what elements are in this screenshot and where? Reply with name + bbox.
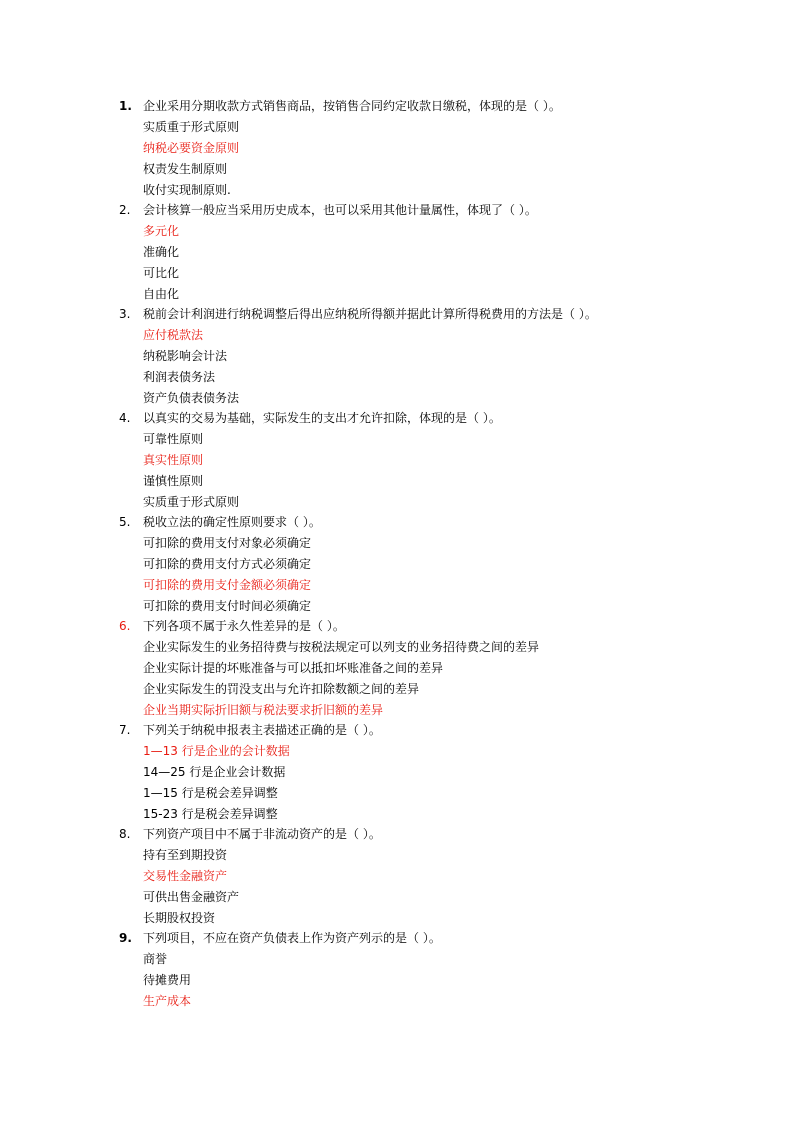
correct-option: 1—13 行是企业的会计数据 <box>143 744 290 758</box>
question-number: 6. <box>119 619 131 633</box>
question-4 <box>119 408 739 513</box>
option: 15-23 行是税会差异调整 <box>143 807 278 821</box>
option: 1—15 行是税会差异调整 <box>143 786 278 800</box>
question-stem: 下列关于纳税申报表主表描述正确的是（ ）。 <box>143 723 381 737</box>
option: 纳税影响会计法 <box>143 349 228 363</box>
option: 企业实际发生的业务招待费与按税法规定可以列支的业务招待费之间的差异 <box>143 640 540 654</box>
question-6 <box>119 616 739 721</box>
option: 可扣除的费用支付方式必须确定 <box>143 557 312 571</box>
question-number: 9. <box>119 931 132 945</box>
option: 利润表债务法 <box>143 370 216 384</box>
question-1 <box>119 96 739 201</box>
question-stem: 税前会计利润进行纳税调整后得出应纳税所得额并据此计算所得税费用的方法是（ ）。 <box>143 307 597 321</box>
option: 待摊费用 <box>143 973 192 987</box>
question-stem: 以真实的交易为基础，实际发生的支出才允许扣除，体现的是（ ）。 <box>143 411 501 425</box>
option: 资产负债表债务法 <box>143 391 240 405</box>
question-number: 2. <box>119 203 131 217</box>
option: 实质重于形式原则 <box>143 495 240 509</box>
option: 准确化 <box>143 245 180 259</box>
correct-option: 多元化 <box>143 224 180 238</box>
question-8 <box>119 824 739 929</box>
question-stem: 税收立法的确定性原则要求（ ）。 <box>143 515 321 529</box>
question-number: 7. <box>119 723 131 737</box>
question-2 <box>119 200 739 305</box>
correct-option: 真实性原则 <box>143 453 204 467</box>
option: 谨慎性原则 <box>143 474 204 488</box>
option: 可比化 <box>143 266 180 280</box>
question-stem: 会计核算一般应当采用历史成本，也可以采用其他计量属性，体现了（ ）。 <box>143 203 537 217</box>
question-number: 3. <box>119 307 131 321</box>
correct-option: 应付税款法 <box>143 328 204 342</box>
correct-option: 企业当期实际折旧额与税法要求折旧额的差异 <box>143 703 384 717</box>
question-5 <box>119 512 739 617</box>
correct-option: 生产成本 <box>143 994 192 1008</box>
option: 实质重于形式原则 <box>143 120 240 134</box>
option: 可供出售金融资产 <box>143 890 240 904</box>
question-9 <box>119 928 739 1012</box>
correct-option: 纳税必要资金原则 <box>143 141 240 155</box>
question-7 <box>119 720 739 825</box>
option: 商誉 <box>143 952 168 966</box>
option: 权责发生制原则 <box>143 162 228 176</box>
question-number: 8. <box>119 827 131 841</box>
option: 可扣除的费用支付时间必须确定 <box>143 599 312 613</box>
question-stem: 下列项目，不应在资产负债表上作为资产列示的是（ ）。 <box>143 931 441 945</box>
correct-option: 可扣除的费用支付金额必须确定 <box>143 578 312 592</box>
question-3 <box>119 304 739 409</box>
option: 长期股权投资 <box>143 911 216 925</box>
option: 可扣除的费用支付对象必须确定 <box>143 536 312 550</box>
correct-option: 交易性金融资产 <box>143 869 228 883</box>
option: 企业实际计提的坏账准备与可以抵扣坏账准备之间的差异 <box>143 661 444 675</box>
option: 自由化 <box>143 287 180 301</box>
option: 持有至到期投资 <box>143 848 228 862</box>
question-number: 5. <box>119 515 131 529</box>
question-number: 1. <box>119 99 132 113</box>
option: 企业实际发生的罚没支出与允许扣除数额之间的差异 <box>143 682 420 696</box>
option: 收付实现制原则. <box>143 183 231 197</box>
question-stem: 下列资产项目中不属于非流动资产的是（ ）。 <box>143 827 381 841</box>
option: 可靠性原则 <box>143 432 204 446</box>
option: 14—25 行是企业会计数据 <box>143 765 286 779</box>
question-stem: 下列各项不属于永久性差异的是（ ）。 <box>143 619 345 633</box>
question-number: 4. <box>119 411 131 425</box>
question-stem: 企业采用分期收款方式销售商品，按销售合同约定收款日缴税，体现的是（ ）。 <box>143 99 561 113</box>
